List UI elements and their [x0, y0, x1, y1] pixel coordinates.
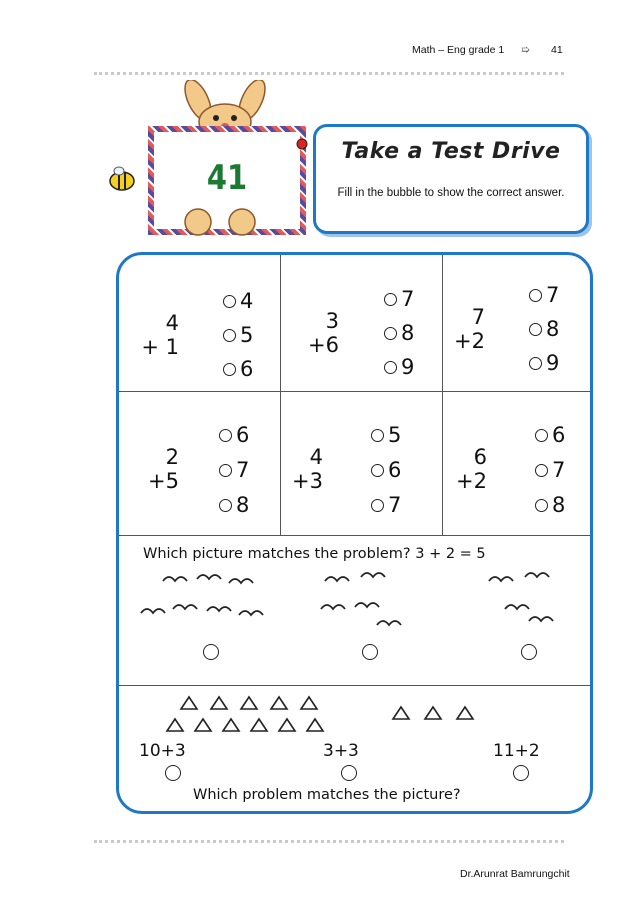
column-divider — [280, 255, 281, 535]
picture-question: Which picture matches the problem? 3 + 2 = 5 — [143, 546, 486, 562]
choice-expression: 3+3 — [323, 741, 359, 761]
test-drive-box — [313, 124, 589, 234]
answer-option[interactable]: 6 — [219, 423, 249, 447]
birds-group-4-icon — [479, 569, 569, 637]
ladybug-icon — [296, 138, 308, 150]
answer-bubble[interactable] — [513, 765, 529, 781]
row-divider — [119, 391, 593, 392]
bubble-icon[interactable] — [535, 499, 548, 512]
bunny-feet-icon — [180, 206, 260, 238]
answer-bubble[interactable] — [521, 644, 537, 660]
answer-option[interactable]: 7 — [384, 287, 414, 311]
answer-option[interactable]: 4 — [223, 289, 253, 313]
bubble-icon[interactable] — [384, 361, 397, 374]
answer-option[interactable]: 7 — [529, 283, 559, 307]
bubble-icon[interactable] — [529, 323, 542, 336]
test-drive-title: Take a Test Drive — [341, 139, 561, 164]
top-divider — [94, 72, 564, 75]
bubble-icon[interactable] — [219, 464, 232, 477]
test-drive-instruction: Fill in the bubble to show the correct answer. — [337, 187, 565, 199]
birds-group-5-icon — [315, 569, 415, 637]
answer-option[interactable]: 5 — [223, 323, 253, 347]
birds-group-5-icon — [133, 569, 273, 637]
bubble-icon[interactable] — [529, 357, 542, 370]
bubble-icon[interactable] — [371, 499, 384, 512]
bubble-icon[interactable] — [371, 429, 384, 442]
footer-author: Dr.Arunrat Bamrungchit — [460, 868, 570, 880]
answer-option[interactable]: 8 — [535, 493, 565, 517]
worksheet-panel — [116, 252, 593, 814]
bubble-icon[interactable] — [535, 464, 548, 477]
triangles-13-icon — [161, 693, 331, 737]
header-subject: Math – Eng grade 1 — [412, 44, 505, 56]
row-divider — [119, 685, 593, 686]
problem-1: 4 + 1 — [141, 311, 179, 359]
problem-2: 3 +6 — [308, 309, 339, 357]
answer-bubble[interactable] — [362, 644, 378, 660]
bubble-icon[interactable] — [371, 464, 384, 477]
problem-4: 2 +5 — [148, 445, 179, 493]
bubble-icon[interactable] — [223, 295, 236, 308]
answer-option[interactable]: 8 — [529, 317, 559, 341]
answer-bubble[interactable] — [341, 765, 357, 781]
row-divider — [119, 535, 593, 536]
column-divider — [442, 255, 443, 535]
problem-3: 7 +2 — [454, 305, 485, 353]
answer-option[interactable]: 7 — [535, 458, 565, 482]
bubble-icon[interactable] — [219, 429, 232, 442]
page-header — [0, 44, 638, 60]
answer-option[interactable]: 6 — [535, 423, 565, 447]
answer-bubble[interactable] — [165, 765, 181, 781]
bubble-icon[interactable] — [223, 363, 236, 376]
bottom-divider — [94, 840, 564, 843]
header-page-number: 41 — [551, 44, 563, 56]
arrow-icon: ➯ — [521, 44, 530, 56]
answer-option[interactable]: 6 — [371, 458, 401, 482]
bubble-icon[interactable] — [529, 289, 542, 302]
answer-option[interactable]: 7 — [371, 493, 401, 517]
answer-option[interactable]: 9 — [529, 351, 559, 375]
problem-6: 6 +2 — [456, 445, 487, 493]
bubble-icon[interactable] — [219, 499, 232, 512]
bubble-icon[interactable] — [384, 327, 397, 340]
answer-option[interactable]: 9 — [384, 355, 414, 379]
bubble-icon[interactable] — [535, 429, 548, 442]
answer-option[interactable]: 8 — [219, 493, 249, 517]
triangles-3-icon — [387, 701, 487, 723]
bubble-icon[interactable] — [223, 329, 236, 342]
bubble-icon[interactable] — [384, 293, 397, 306]
problem-5: 4 +3 — [292, 445, 323, 493]
answer-option[interactable]: 6 — [223, 357, 253, 381]
answer-bubble[interactable] — [203, 644, 219, 660]
choice-expression: 10+3 — [139, 741, 186, 761]
problem-question: Which problem matches the picture? — [193, 787, 461, 803]
choice-expression: 11+2 — [493, 741, 540, 761]
answer-option[interactable]: 8 — [384, 321, 414, 345]
answer-option[interactable]: 5 — [371, 423, 401, 447]
answer-option[interactable]: 7 — [219, 458, 249, 482]
bee-icon — [105, 165, 139, 193]
banner-number: 41 — [206, 158, 248, 198]
